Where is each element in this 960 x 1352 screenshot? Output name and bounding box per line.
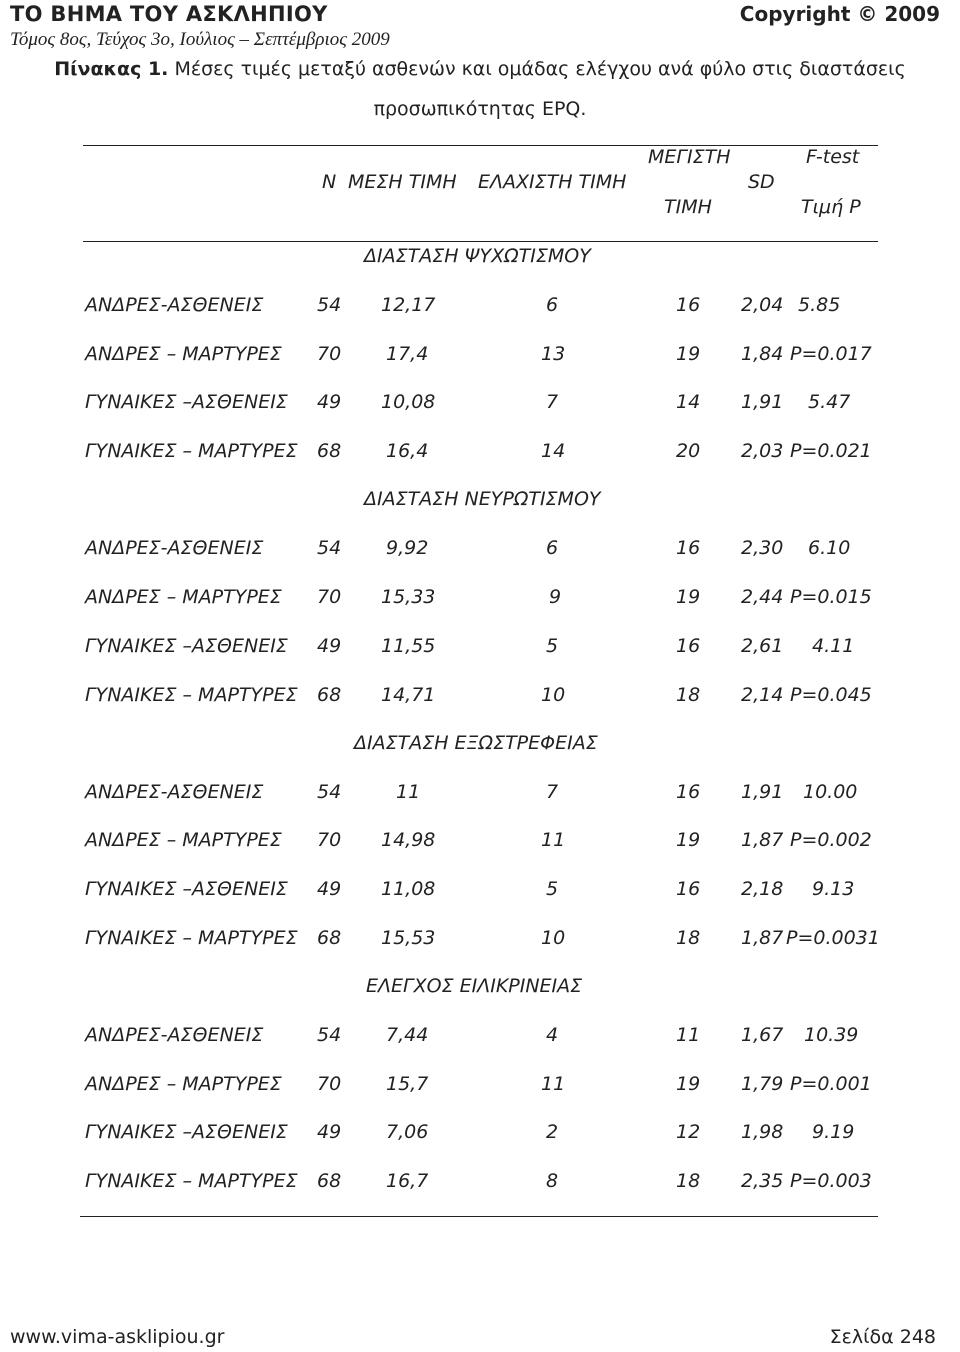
row-ftest: P=0.003 bbox=[790, 1170, 872, 1192]
row-mean: 16,4 bbox=[386, 440, 429, 462]
row-ftest: P=0.002 bbox=[790, 829, 872, 851]
row-mean: 11 bbox=[396, 781, 421, 803]
row-n: 54 bbox=[317, 1024, 342, 1046]
row-max: 18 bbox=[676, 684, 701, 706]
footer-website: www.vima-asklipiou.gr bbox=[10, 1326, 225, 1348]
copyright-notice: Copyright © 2009 bbox=[739, 2, 940, 26]
row-n: 68 bbox=[317, 1170, 342, 1192]
row-max: 19 bbox=[676, 1073, 701, 1095]
table-top-rule bbox=[83, 145, 878, 146]
row-group: ΑΝΔΡΕΣ – ΜΑΡΤΥΡΕΣ bbox=[85, 586, 282, 608]
row-max: 18 bbox=[676, 927, 701, 949]
row-sd: 2,35 bbox=[741, 1170, 784, 1192]
header-ftest-line1: F-test bbox=[806, 146, 860, 168]
row-n: 49 bbox=[317, 635, 342, 657]
row-ftest: 9.19 bbox=[812, 1121, 855, 1143]
header-min: ΕΛΑΧΙΣΤΗ ΤΙΜΗ bbox=[478, 171, 627, 193]
row-max: 16 bbox=[676, 635, 701, 657]
row-group: ΑΝΔΡΕΣ-ΑΣΘΕΝΕΙΣ bbox=[85, 294, 264, 316]
row-group: ΑΝΔΡΕΣ-ΑΣΘΕΝΕΙΣ bbox=[85, 781, 264, 803]
row-max: 18 bbox=[676, 1170, 701, 1192]
row-ftest: 10.39 bbox=[804, 1024, 859, 1046]
row-mean: 15,33 bbox=[381, 586, 436, 608]
row-mean: 9,92 bbox=[386, 537, 429, 559]
row-n: 54 bbox=[317, 294, 342, 316]
row-mean: 7,44 bbox=[386, 1024, 429, 1046]
row-group: ΓΥΝΑΙΚΕΣ – ΜΑΡΤΥΡΕΣ bbox=[85, 927, 298, 949]
row-min: 2 bbox=[546, 1121, 559, 1143]
row-max: 16 bbox=[676, 294, 701, 316]
row-group: ΓΥΝΑΙΚΕΣ –ΑΣΘΕΝΕΙΣ bbox=[85, 878, 288, 900]
row-n: 70 bbox=[317, 829, 342, 851]
row-min: 13 bbox=[541, 343, 566, 365]
row-mean: 11,08 bbox=[381, 878, 436, 900]
row-max: 16 bbox=[676, 878, 701, 900]
header-sd: SD bbox=[748, 171, 775, 193]
row-ftest: 5.85 bbox=[798, 294, 841, 316]
row-group: ΓΥΝΑΙΚΕΣ – ΜΑΡΤΥΡΕΣ bbox=[85, 684, 298, 706]
row-sd: 1,98 bbox=[741, 1121, 784, 1143]
row-group: ΓΥΝΑΙΚΕΣ –ΑΣΘΕΝΕΙΣ bbox=[85, 1121, 288, 1143]
row-sd: 2,44 bbox=[741, 586, 784, 608]
row-sd: 1,91 bbox=[741, 391, 784, 413]
footer-page-number: Σελίδα 248 bbox=[829, 1326, 936, 1348]
row-mean: 16,7 bbox=[386, 1170, 429, 1192]
row-min: 5 bbox=[546, 635, 559, 657]
row-max: 12 bbox=[676, 1121, 701, 1143]
row-ftest: P=0.045 bbox=[790, 684, 872, 706]
row-n: 68 bbox=[317, 440, 342, 462]
header-mean: ΜΕΣΗ ΤΙΜΗ bbox=[348, 171, 457, 193]
table-bottom-rule bbox=[80, 1216, 878, 1217]
row-max: 16 bbox=[676, 537, 701, 559]
row-group: ΑΝΔΡΕΣ-ΑΣΘΕΝΕΙΣ bbox=[85, 537, 264, 559]
section-title: ΕΛΕΓΧΟΣ ΕΙΛΙΚΡΙΝΕΙΑΣ bbox=[366, 975, 583, 997]
header-n: N bbox=[322, 171, 337, 193]
row-group: ΓΥΝΑΙΚΕΣ –ΑΣΘΕΝΕΙΣ bbox=[85, 635, 288, 657]
row-ftest: P=0.015 bbox=[790, 586, 872, 608]
row-min: 11 bbox=[541, 829, 566, 851]
row-ftest: 9.13 bbox=[812, 878, 855, 900]
row-mean: 10,08 bbox=[381, 391, 436, 413]
row-max: 11 bbox=[676, 1024, 701, 1046]
row-sd: 2,18 bbox=[741, 878, 784, 900]
row-n: 54 bbox=[317, 781, 342, 803]
row-n: 70 bbox=[317, 343, 342, 365]
row-group: ΓΥΝΑΙΚΕΣ –ΑΣΘΕΝΕΙΣ bbox=[85, 391, 288, 413]
row-mean: 14,71 bbox=[381, 684, 436, 706]
row-max: 19 bbox=[676, 829, 701, 851]
row-max: 19 bbox=[676, 586, 701, 608]
header-max-line1: ΜΕΓΙΣΤΗ bbox=[648, 146, 731, 168]
row-ftest: 4.11 bbox=[812, 635, 855, 657]
row-n: 70 bbox=[317, 586, 342, 608]
row-sd: 2,04 bbox=[741, 294, 784, 316]
table-caption-line2: προσωπικότητας EPQ. bbox=[373, 98, 587, 120]
table-header-rule bbox=[83, 241, 878, 242]
row-mean: 12,17 bbox=[381, 294, 436, 316]
row-mean: 7,06 bbox=[386, 1121, 429, 1143]
issue-info: Τόμος 8ος, Τεύχος 3ο, Ιούλιος – Σεπτέμβριος 2009 bbox=[10, 29, 390, 50]
row-sd: 1,79 bbox=[741, 1073, 784, 1095]
row-sd: 1,91 bbox=[741, 781, 784, 803]
row-ftest: 6.10 bbox=[808, 537, 851, 559]
row-min: 6 bbox=[546, 294, 559, 316]
row-min: 8 bbox=[546, 1170, 559, 1192]
row-min: 14 bbox=[541, 440, 566, 462]
row-min: 10 bbox=[541, 684, 566, 706]
table-caption-text: Μέσες τιμές μεταξύ ασθενών και ομάδας ελέγχου ανά φύλο στις διαστάσεις bbox=[174, 58, 906, 80]
row-n: 49 bbox=[317, 1121, 342, 1143]
row-sd: 2,61 bbox=[741, 635, 784, 657]
header-ftest-line2: Τιμή P bbox=[801, 196, 861, 218]
row-sd: 1,67 bbox=[741, 1024, 784, 1046]
row-max: 16 bbox=[676, 781, 701, 803]
row-max: 19 bbox=[676, 343, 701, 365]
row-mean: 11,55 bbox=[381, 635, 436, 657]
row-min: 7 bbox=[546, 391, 559, 413]
row-min: 4 bbox=[546, 1024, 559, 1046]
row-min: 5 bbox=[546, 878, 559, 900]
row-mean: 15,53 bbox=[381, 927, 436, 949]
journal-title: ΤΟ ΒΗΜΑ ΤΟΥ ΑΣΚΛΗΠΙΟΥ bbox=[10, 2, 328, 26]
row-max: 20 bbox=[676, 440, 701, 462]
row-group: ΑΝΔΡΕΣ – ΜΑΡΤΥΡΕΣ bbox=[85, 343, 282, 365]
row-n: 54 bbox=[317, 537, 342, 559]
row-ftest: P=0.0031 bbox=[786, 927, 880, 949]
row-sd: 2,30 bbox=[741, 537, 784, 559]
row-mean: 14,98 bbox=[381, 829, 436, 851]
row-min: 11 bbox=[541, 1073, 566, 1095]
row-group: ΓΥΝΑΙΚΕΣ – ΜΑΡΤΥΡΕΣ bbox=[85, 440, 298, 462]
row-group: ΑΝΔΡΕΣ – ΜΑΡΤΥΡΕΣ bbox=[85, 829, 282, 851]
row-n: 70 bbox=[317, 1073, 342, 1095]
row-mean: 15,7 bbox=[386, 1073, 429, 1095]
row-n: 68 bbox=[317, 927, 342, 949]
row-n: 49 bbox=[317, 391, 342, 413]
table-caption-label: Πίνακας 1. bbox=[54, 58, 169, 80]
row-min: 7 bbox=[546, 781, 559, 803]
row-mean: 17,4 bbox=[386, 343, 429, 365]
section-title: ΔΙΑΣΤΑΣΗ ΕΞΩΣΤΡΕΦΕΙΑΣ bbox=[354, 732, 598, 754]
row-group: ΓΥΝΑΙΚΕΣ – ΜΑΡΤΥΡΕΣ bbox=[85, 1170, 298, 1192]
section-title: ΔΙΑΣΤΑΣΗ ΨΥΧΩΤΙΣΜΟΥ bbox=[364, 245, 591, 267]
header-max-line2: ΤΙΜΗ bbox=[664, 196, 712, 218]
row-sd: 1,87 bbox=[741, 927, 784, 949]
row-ftest: 5.47 bbox=[808, 391, 851, 413]
row-n: 49 bbox=[317, 878, 342, 900]
row-ftest: P=0.017 bbox=[790, 343, 872, 365]
row-max: 14 bbox=[676, 391, 701, 413]
row-n: 68 bbox=[317, 684, 342, 706]
row-min: 9 bbox=[549, 586, 562, 608]
row-group: ΑΝΔΡΕΣ – ΜΑΡΤΥΡΕΣ bbox=[85, 1073, 282, 1095]
row-sd: 1,84 bbox=[741, 343, 784, 365]
row-sd: 2,03 bbox=[741, 440, 784, 462]
row-ftest: P=0.021 bbox=[790, 440, 872, 462]
section-title: ΔΙΑΣΤΑΣΗ ΝΕΥΡΩΤΙΣΜΟΥ bbox=[364, 488, 601, 510]
row-sd: 1,87 bbox=[741, 829, 784, 851]
row-ftest: P=0.001 bbox=[790, 1073, 872, 1095]
row-ftest: 10.00 bbox=[803, 781, 858, 803]
row-group: ΑΝΔΡΕΣ-ΑΣΘΕΝΕΙΣ bbox=[85, 1024, 264, 1046]
row-sd: 2,14 bbox=[741, 684, 784, 706]
row-min: 10 bbox=[541, 927, 566, 949]
row-min: 6 bbox=[546, 537, 559, 559]
